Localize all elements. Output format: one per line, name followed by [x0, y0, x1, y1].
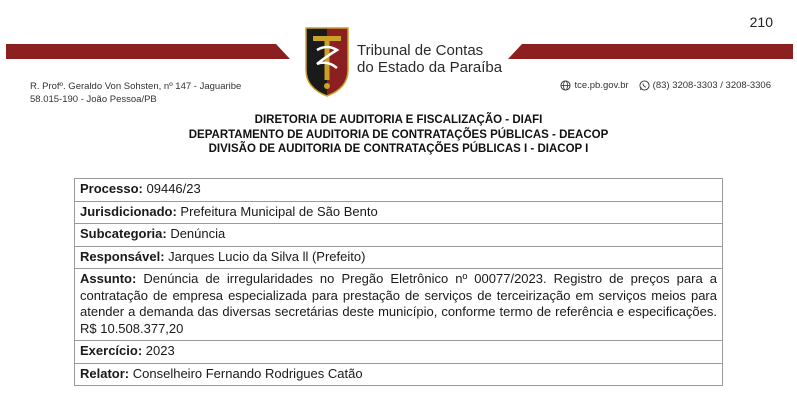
responsavel-label: Responsável:	[80, 248, 165, 264]
subcategoria-value: Denúncia	[170, 226, 226, 241]
table-row-assunto	[75, 269, 723, 341]
responsavel-value: Jarques Lucio da Silva ll (Prefeito)	[168, 248, 366, 264]
brand-line-2: do Estado da Paraíba	[357, 59, 503, 76]
relator-value: Conselheiro Fernando Rodrigues Catão	[132, 365, 363, 381]
page-number: 210	[749, 14, 773, 30]
document-heading	[0, 113, 797, 157]
table-row-relator	[75, 363, 723, 386]
processo-label: Processo:	[80, 181, 143, 196]
tce-emblem-logo	[302, 24, 352, 98]
globe-icon	[560, 80, 571, 91]
assunto-label: Assunto:	[80, 271, 137, 286]
phone-text: (83) 3208-3303 / 3208-3306	[652, 80, 771, 91]
subcategoria-label: Subcategoria:	[80, 226, 167, 241]
jurisdicionado-label: Jurisdicionado:	[80, 203, 177, 219]
heading-line-1: DIRETORIA DE AUDITORIA E FISCALIZAÇÃO - DIAFI	[254, 114, 543, 126]
table-row-subcategoria	[75, 224, 723, 247]
website-text: tce.pb.gov.br	[574, 80, 629, 91]
whatsapp-icon	[639, 80, 650, 91]
table-row-jurisdicionado	[75, 201, 723, 224]
header-band-right	[508, 44, 793, 59]
table-row-responsavel	[75, 246, 723, 269]
jurisdicionado-value: Prefeitura Municipal de São Bento	[180, 203, 378, 219]
header-band-left	[6, 44, 290, 59]
brand-line-1: Tribunal de Contas	[357, 42, 484, 59]
address-block	[30, 80, 241, 106]
heading-line-2: DEPARTAMENTO DE AUDITORIA DE CONTRATAÇÕES PÚBLICAS - DEACOP	[188, 128, 609, 141]
table-row-processo	[75, 179, 723, 202]
contacts-block	[560, 80, 771, 91]
exercicio-value: 2023	[145, 343, 175, 358]
heading-line-3: DIVISÃO DE AUDITORIA DE CONTRATAÇÕES PÚBLICAS I - DIACOP I	[208, 143, 589, 155]
address-line-2: 58.015-190 - João Pessoa/PB	[30, 94, 157, 105]
relator-label: Relator:	[80, 365, 130, 381]
brand-name	[357, 42, 502, 76]
process-info-table	[74, 178, 723, 386]
address-line-1: R. Profº. Geraldo Von Sohsten, nº 147 - Jaguaribe	[30, 81, 242, 92]
website-contact	[560, 80, 628, 91]
phone-contact	[639, 80, 771, 91]
assunto-value: Denúncia de irregularidades no Pregão Eletrônico nº 00077/2023. Registro de preços para a contratação de empresa especializada para prestação de serviços de terceirização em serviços meios para atender a demanda das diversas secretárias deste município, conforme termo de referência e especificações. R$ 10.508.377,20	[80, 271, 717, 336]
table-row-exercicio	[75, 341, 723, 364]
processo-value: 09446/23	[146, 181, 201, 196]
exercicio-label: Exercício:	[80, 343, 143, 358]
